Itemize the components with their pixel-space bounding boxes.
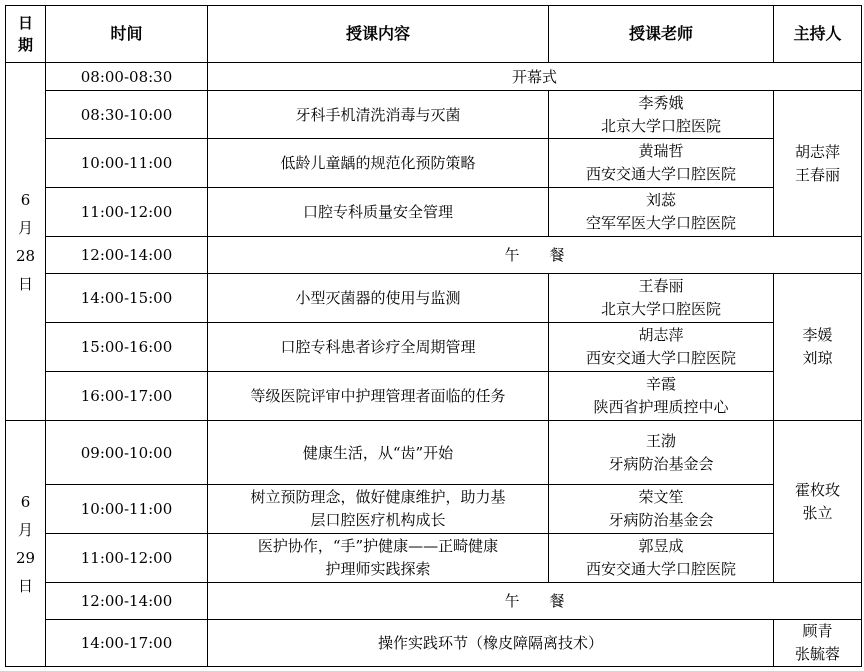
teacher-cell: 王春丽 北京大学口腔医院 <box>549 274 774 323</box>
content-cell: 小型灭菌器的使用与监测 <box>208 274 549 323</box>
time-cell: 14:00-15:00 <box>46 274 208 323</box>
table-row <box>6 534 862 583</box>
content-cell: 开幕式 <box>208 63 862 91</box>
content-cell: 健康生活，从“齿”开始 <box>208 421 549 485</box>
header-time: 时间 <box>46 6 208 63</box>
header-row <box>6 6 862 63</box>
content-cell: 牙科手机清洗消毒与灭菌 <box>208 91 549 139</box>
table-row <box>6 485 862 534</box>
time-cell: 12:00-14:00 <box>46 237 208 274</box>
time-cell: 08:30-10:00 <box>46 91 208 139</box>
header-date: 日 期 <box>6 6 46 63</box>
content-cell: 口腔专科质量安全管理 <box>208 188 549 237</box>
table-row <box>6 237 862 274</box>
table-row <box>6 372 862 421</box>
table-row <box>6 323 862 372</box>
teacher-cell: 荣文笙 牙病防治基金会 <box>549 485 774 534</box>
teacher-cell: 黄瑞哲 西安交通大学口腔医院 <box>549 139 774 188</box>
date-cell-day1: 6 月 28 日 <box>6 63 46 421</box>
content-cell: 午 餐 <box>208 237 862 274</box>
header-content: 授课内容 <box>208 6 549 63</box>
schedule-table <box>5 5 862 667</box>
time-cell: 08:00-08:30 <box>46 63 208 91</box>
time-cell: 10:00-11:00 <box>46 139 208 188</box>
content-cell: 操作实践环节（橡皮障隔离技术） <box>208 620 774 667</box>
host-cell: 顾青 张毓蓉 <box>774 620 862 667</box>
teacher-cell: 李秀娥 北京大学口腔医院 <box>549 91 774 139</box>
date-cell-day2: 6 月 29 日 <box>6 421 46 667</box>
teacher-cell: 刘蕊 空军军医大学口腔医院 <box>549 188 774 237</box>
teacher-cell: 王渤 牙病防治基金会 <box>549 421 774 485</box>
table-row <box>6 274 862 323</box>
host-cell: 胡志萍 王春丽 <box>774 91 862 237</box>
teacher-cell: 胡志萍 西安交通大学口腔医院 <box>549 323 774 372</box>
table-row <box>6 620 862 667</box>
time-cell: 10:00-11:00 <box>46 485 208 534</box>
time-cell: 11:00-12:00 <box>46 534 208 583</box>
time-cell: 11:00-12:00 <box>46 188 208 237</box>
table-row <box>6 188 862 237</box>
time-cell: 12:00-14:00 <box>46 583 208 620</box>
teacher-cell: 郭昱成 西安交通大学口腔医院 <box>549 534 774 583</box>
time-cell: 16:00-17:00 <box>46 372 208 421</box>
content-cell: 医护协作，“手”护健康——正畸健康 护理师实践探索 <box>208 534 549 583</box>
time-cell: 09:00-10:00 <box>46 421 208 485</box>
table-row <box>6 583 862 620</box>
time-cell: 15:00-16:00 <box>46 323 208 372</box>
content-cell: 低龄儿童龋的规范化预防策略 <box>208 139 549 188</box>
time-cell: 14:00-17:00 <box>46 620 208 667</box>
content-cell: 树立预防理念，做好健康维护，助力基 层口腔医疗机构成长 <box>208 485 549 534</box>
content-cell: 口腔专科患者诊疗全周期管理 <box>208 323 549 372</box>
content-cell: 等级医院评审中护理管理者面临的任务 <box>208 372 549 421</box>
host-cell: 霍枚玫 张立 <box>774 421 862 583</box>
teacher-cell: 辛霞 陕西省护理质控中心 <box>549 372 774 421</box>
table-row <box>6 421 862 485</box>
table-row <box>6 139 862 188</box>
table-row <box>6 63 862 91</box>
header-teacher: 授课老师 <box>549 6 774 63</box>
table-row <box>6 91 862 139</box>
header-host: 主持人 <box>774 6 862 63</box>
content-cell: 午 餐 <box>208 583 862 620</box>
host-cell: 李媛 刘琼 <box>774 274 862 421</box>
